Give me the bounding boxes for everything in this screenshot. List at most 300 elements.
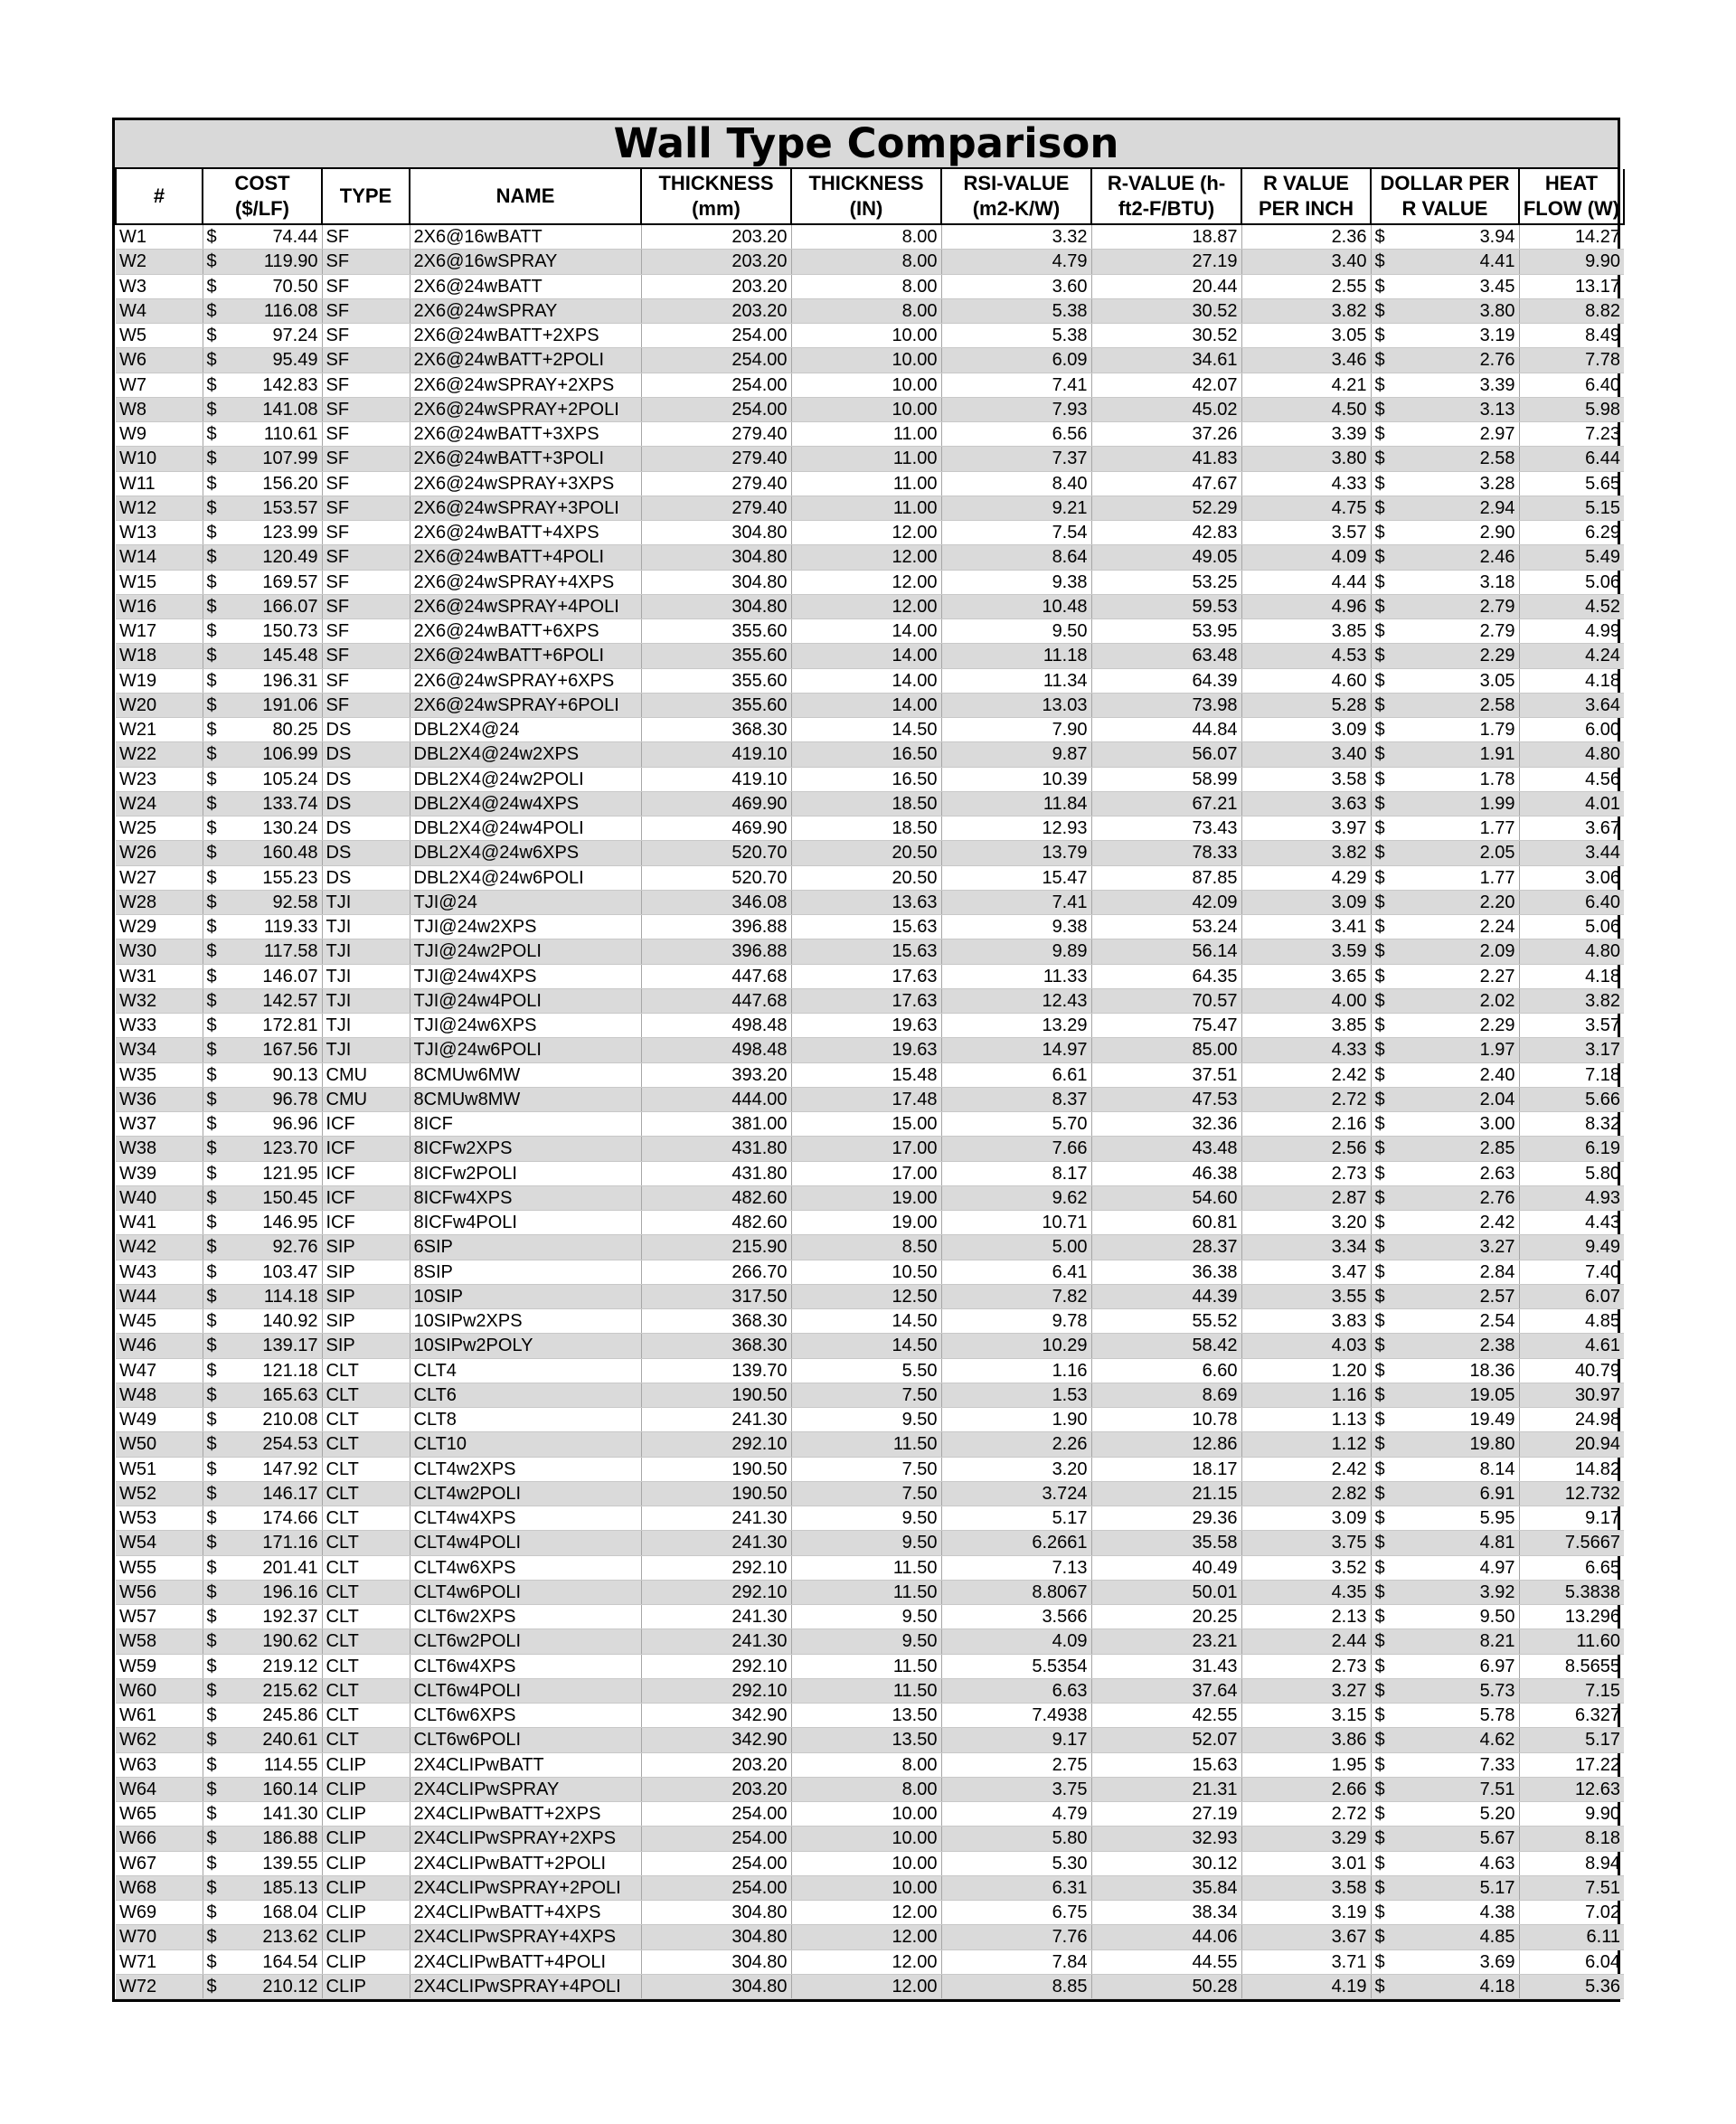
cell-name: 2X4CLIPwBATT+2XPS bbox=[410, 1802, 641, 1827]
cell-rsi-value: 9.50 bbox=[941, 619, 1091, 644]
cell-r-per-inch: 4.19 bbox=[1241, 1974, 1371, 1998]
currency-symbol: $ bbox=[206, 1114, 217, 1135]
cell-rsi-value: 8.85 bbox=[941, 1974, 1091, 1998]
cell-r-value: 56.14 bbox=[1091, 939, 1241, 964]
table-row bbox=[116, 1014, 1624, 1038]
cell-r-per-inch: 2.42 bbox=[1241, 1062, 1371, 1087]
cell-r-per-inch: 4.00 bbox=[1241, 988, 1371, 1013]
currency-symbol: $ bbox=[1374, 473, 1385, 494]
currency-symbol: $ bbox=[1374, 941, 1385, 962]
cell-thickness-in: 10.00 bbox=[791, 1851, 941, 1875]
cell-rsi-value: 5.17 bbox=[941, 1506, 1091, 1531]
cell-heat-flow: 4.18 bbox=[1519, 964, 1624, 988]
cell-id: W44 bbox=[116, 1284, 203, 1308]
cell-id: W63 bbox=[116, 1752, 203, 1777]
cell-value: 3.45 bbox=[1479, 276, 1515, 297]
table-row bbox=[116, 1580, 1624, 1604]
cell-r-per-inch: 3.55 bbox=[1241, 1284, 1371, 1308]
cell-value: 186.88 bbox=[262, 1828, 318, 1849]
cell-r-value: 6.60 bbox=[1091, 1358, 1241, 1383]
cell-rsi-value: 6.63 bbox=[941, 1678, 1091, 1703]
cell-name: CLT6w2XPS bbox=[410, 1605, 641, 1629]
cell-id: W72 bbox=[116, 1974, 203, 1998]
cell-thickness-in: 9.50 bbox=[791, 1531, 941, 1555]
cell-id: W45 bbox=[116, 1309, 203, 1334]
table-row bbox=[116, 1875, 1624, 1900]
cell-dollar-per-r bbox=[1371, 890, 1519, 914]
cell-r-value: 44.06 bbox=[1091, 1925, 1241, 1949]
cell-dollar-per-r bbox=[1371, 1925, 1519, 1949]
cell-dollar-per-r bbox=[1371, 545, 1519, 570]
cell-rsi-value: 7.82 bbox=[941, 1284, 1091, 1308]
cell-id: W20 bbox=[116, 693, 203, 717]
cell-type: SF bbox=[322, 545, 410, 570]
cell-value: 123.99 bbox=[262, 523, 318, 543]
cell-value: 2.54 bbox=[1479, 1311, 1515, 1332]
cell-value: 7.33 bbox=[1479, 1754, 1515, 1775]
table-row bbox=[116, 1506, 1624, 1531]
cell-value: 5.73 bbox=[1479, 1680, 1515, 1701]
cell-r-per-inch: 3.85 bbox=[1241, 1014, 1371, 1038]
currency-symbol: $ bbox=[206, 1581, 217, 1602]
cell-dollar-per-r bbox=[1371, 1014, 1519, 1038]
cell-dollar-per-r bbox=[1371, 274, 1519, 298]
cell-type: TJI bbox=[322, 890, 410, 914]
cell-thickness-in: 7.50 bbox=[791, 1481, 941, 1506]
currency-symbol: $ bbox=[206, 646, 217, 666]
cell-rsi-value: 11.18 bbox=[941, 644, 1091, 668]
cell-cost bbox=[203, 841, 322, 865]
cell-thickness-in: 14.00 bbox=[791, 644, 941, 668]
cell-value: 2.20 bbox=[1479, 892, 1515, 912]
cell-type: SF bbox=[322, 373, 410, 397]
cell-r-per-inch: 3.67 bbox=[1241, 1925, 1371, 1949]
cell-r-value: 47.67 bbox=[1091, 471, 1241, 496]
table-row bbox=[116, 1309, 1624, 1334]
cell-id: W8 bbox=[116, 397, 203, 421]
currency-symbol: $ bbox=[1374, 917, 1385, 938]
cell-type: ICF bbox=[322, 1112, 410, 1137]
cell-thickness-in: 8.00 bbox=[791, 224, 941, 250]
currency-symbol: $ bbox=[206, 1828, 217, 1849]
cell-type: SF bbox=[322, 298, 410, 323]
cell-dollar-per-r bbox=[1371, 841, 1519, 865]
cell-type: SF bbox=[322, 397, 410, 421]
cell-r-value: 18.87 bbox=[1091, 224, 1241, 250]
cell-thickness-in: 17.00 bbox=[791, 1161, 941, 1185]
cell-name: 2X6@24wSPRAY+6POLI bbox=[410, 693, 641, 717]
cell-type: CLIP bbox=[322, 1802, 410, 1827]
cell-heat-flow: 8.5655 bbox=[1519, 1654, 1624, 1678]
cell-cost bbox=[203, 890, 322, 914]
cell-value: 6.97 bbox=[1479, 1656, 1515, 1676]
cell-r-value: 10.78 bbox=[1091, 1408, 1241, 1432]
cell-type: DS bbox=[322, 742, 410, 767]
cell-thickness-in: 10.00 bbox=[791, 348, 941, 373]
currency-symbol: $ bbox=[1374, 1138, 1385, 1159]
cell-thickness-mm: 254.00 bbox=[641, 1875, 791, 1900]
cell-value: 1.78 bbox=[1479, 769, 1515, 789]
cell-heat-flow: 3.17 bbox=[1519, 1038, 1624, 1062]
cell-type: TJI bbox=[322, 915, 410, 939]
cell-rsi-value: 5.70 bbox=[941, 1112, 1091, 1137]
cell-id: W9 bbox=[116, 422, 203, 447]
cell-value: 2.42 bbox=[1479, 1213, 1515, 1233]
cell-type: CLIP bbox=[322, 1851, 410, 1875]
cell-heat-flow: 3.57 bbox=[1519, 1014, 1624, 1038]
cell-value: 160.48 bbox=[262, 843, 318, 864]
cell-dollar-per-r bbox=[1371, 1211, 1519, 1235]
currency-symbol: $ bbox=[1374, 1064, 1385, 1085]
cell-id: W27 bbox=[116, 865, 203, 890]
currency-symbol: $ bbox=[1374, 818, 1385, 839]
currency-symbol: $ bbox=[206, 448, 217, 469]
cell-type: SIP bbox=[322, 1334, 410, 1358]
cell-type: SF bbox=[322, 693, 410, 717]
cell-type: CLT bbox=[322, 1728, 410, 1752]
cell-value: 2.04 bbox=[1479, 1089, 1515, 1109]
cell-name: 8CMUw6MW bbox=[410, 1062, 641, 1087]
cell-thickness-in: 8.50 bbox=[791, 1235, 941, 1260]
cell-thickness-mm: 304.80 bbox=[641, 1925, 791, 1949]
cell-rsi-value: 2.26 bbox=[941, 1432, 1091, 1457]
cell-value: 2.38 bbox=[1479, 1336, 1515, 1356]
cell-thickness-in: 10.00 bbox=[791, 1875, 941, 1900]
cell-value: 3.39 bbox=[1479, 374, 1515, 395]
currency-symbol: $ bbox=[1374, 1951, 1385, 1972]
cell-thickness-in: 11.50 bbox=[791, 1654, 941, 1678]
cell-name: 6SIP bbox=[410, 1235, 641, 1260]
cell-cost bbox=[203, 1629, 322, 1654]
cell-type: TJI bbox=[322, 1038, 410, 1062]
cell-value: 1.77 bbox=[1479, 818, 1515, 839]
cell-thickness-in: 12.00 bbox=[791, 1901, 941, 1925]
cell-thickness-in: 19.00 bbox=[791, 1185, 941, 1210]
cell-id: W59 bbox=[116, 1654, 203, 1678]
cell-r-value: 27.19 bbox=[1091, 1802, 1241, 1827]
cell-dollar-per-r bbox=[1371, 1901, 1519, 1925]
cell-r-per-inch: 1.13 bbox=[1241, 1408, 1371, 1432]
cell-r-value: 70.57 bbox=[1091, 988, 1241, 1013]
cell-rsi-value: 4.79 bbox=[941, 250, 1091, 274]
cell-dollar-per-r bbox=[1371, 1112, 1519, 1137]
cell-dollar-per-r bbox=[1371, 915, 1519, 939]
cell-type: SF bbox=[322, 668, 410, 693]
cell-cost bbox=[203, 250, 322, 274]
cell-cost bbox=[203, 791, 322, 816]
cell-id: W57 bbox=[116, 1605, 203, 1629]
currency-symbol: $ bbox=[206, 843, 217, 864]
table-body bbox=[116, 224, 1624, 1999]
currency-symbol: $ bbox=[206, 1607, 217, 1628]
cell-r-per-inch: 3.09 bbox=[1241, 1506, 1371, 1531]
cell-heat-flow: 6.07 bbox=[1519, 1284, 1624, 1308]
cell-rsi-value: 6.56 bbox=[941, 422, 1091, 447]
cell-r-per-inch: 4.21 bbox=[1241, 373, 1371, 397]
cell-cost bbox=[203, 1112, 322, 1137]
cell-value: 95.49 bbox=[272, 350, 318, 371]
cell-value: 153.57 bbox=[262, 497, 318, 518]
cell-name: CLT4w6XPS bbox=[410, 1555, 641, 1580]
cell-r-per-inch: 3.85 bbox=[1241, 619, 1371, 644]
cell-thickness-in: 14.50 bbox=[791, 1334, 941, 1358]
cell-r-per-inch: 4.50 bbox=[1241, 397, 1371, 421]
cell-value: 213.62 bbox=[262, 1927, 318, 1948]
currency-symbol: $ bbox=[1374, 744, 1385, 765]
cell-cost bbox=[203, 397, 322, 421]
cell-dollar-per-r bbox=[1371, 865, 1519, 890]
cell-value: 19.49 bbox=[1469, 1410, 1515, 1430]
cell-thickness-mm: 292.10 bbox=[641, 1555, 791, 1580]
cell-heat-flow: 6.29 bbox=[1519, 521, 1624, 545]
currency-symbol: $ bbox=[1374, 1877, 1385, 1898]
table-row bbox=[116, 791, 1624, 816]
currency-symbol: $ bbox=[206, 1902, 217, 1923]
cell-type: CLIP bbox=[322, 1901, 410, 1925]
cell-thickness-mm: 419.10 bbox=[641, 742, 791, 767]
cell-id: W26 bbox=[116, 841, 203, 865]
cell-id: W69 bbox=[116, 1901, 203, 1925]
cell-value: 142.57 bbox=[262, 990, 318, 1011]
cell-rsi-value: 3.32 bbox=[941, 224, 1091, 250]
cell-r-per-inch: 4.35 bbox=[1241, 1580, 1371, 1604]
currency-symbol: $ bbox=[206, 1508, 217, 1529]
cell-rsi-value: 9.89 bbox=[941, 939, 1091, 964]
cell-thickness-mm: 203.20 bbox=[641, 250, 791, 274]
cell-r-value: 49.05 bbox=[1091, 545, 1241, 570]
cell-r-per-inch: 3.57 bbox=[1241, 521, 1371, 545]
cell-thickness-mm: 342.90 bbox=[641, 1728, 791, 1752]
table-row bbox=[116, 1334, 1624, 1358]
cell-r-per-inch: 4.33 bbox=[1241, 471, 1371, 496]
cell-rsi-value: 6.31 bbox=[941, 1875, 1091, 1900]
currency-symbol: $ bbox=[1374, 1607, 1385, 1628]
table-row bbox=[116, 397, 1624, 421]
cell-thickness-mm: 203.20 bbox=[641, 1752, 791, 1777]
cell-value: 155.23 bbox=[262, 867, 318, 888]
cell-value: 4.97 bbox=[1479, 1557, 1515, 1578]
cell-dollar-per-r bbox=[1371, 496, 1519, 520]
header-r-per-inch: R VALUE PER INCH bbox=[1241, 169, 1371, 224]
cell-id: W61 bbox=[116, 1704, 203, 1728]
cell-thickness-in: 15.00 bbox=[791, 1112, 941, 1137]
cell-r-per-inch: 2.72 bbox=[1241, 1087, 1371, 1111]
cell-thickness-mm: 241.30 bbox=[641, 1408, 791, 1432]
cell-type: CMU bbox=[322, 1062, 410, 1087]
cell-rsi-value: 12.93 bbox=[941, 817, 1091, 841]
table-row bbox=[116, 224, 1624, 250]
cell-id: W71 bbox=[116, 1949, 203, 1974]
cell-thickness-mm: 190.50 bbox=[641, 1383, 791, 1407]
currency-symbol: $ bbox=[206, 1187, 217, 1208]
cell-rsi-value: 9.21 bbox=[941, 496, 1091, 520]
cell-r-per-inch: 3.75 bbox=[1241, 1531, 1371, 1555]
cell-heat-flow: 3.06 bbox=[1519, 865, 1624, 890]
cell-value: 1.99 bbox=[1479, 793, 1515, 814]
cell-r-per-inch: 3.59 bbox=[1241, 939, 1371, 964]
cell-r-value: 32.36 bbox=[1091, 1112, 1241, 1137]
cell-heat-flow: 17.22 bbox=[1519, 1752, 1624, 1777]
cell-heat-flow: 6.19 bbox=[1519, 1137, 1624, 1161]
cell-rsi-value: 10.29 bbox=[941, 1334, 1091, 1358]
cell-thickness-mm: 241.30 bbox=[641, 1531, 791, 1555]
cell-cost bbox=[203, 915, 322, 939]
cell-thickness-mm: 292.10 bbox=[641, 1580, 791, 1604]
cell-value: 160.14 bbox=[262, 1779, 318, 1799]
cell-r-per-inch: 2.73 bbox=[1241, 1654, 1371, 1678]
cell-cost bbox=[203, 1728, 322, 1752]
cell-name: 2X6@24wBATT bbox=[410, 274, 641, 298]
cell-dollar-per-r bbox=[1371, 742, 1519, 767]
cell-thickness-mm: 355.60 bbox=[641, 619, 791, 644]
cell-id: W5 bbox=[116, 324, 203, 348]
cell-name: 2X6@24wSPRAY+6XPS bbox=[410, 668, 641, 693]
cell-thickness-mm: 292.10 bbox=[641, 1678, 791, 1703]
currency-symbol: $ bbox=[206, 473, 217, 494]
cell-type: TJI bbox=[322, 939, 410, 964]
cell-type: SF bbox=[322, 594, 410, 618]
cell-heat-flow: 5.06 bbox=[1519, 915, 1624, 939]
cell-value: 4.18 bbox=[1479, 1976, 1515, 1997]
header-r-value: R-VALUE (h- ft2-F/BTU) bbox=[1091, 169, 1241, 224]
currency-symbol: $ bbox=[206, 1631, 217, 1652]
cell-id: W56 bbox=[116, 1580, 203, 1604]
header-heat-flow: HEAT FLOW (W) bbox=[1519, 169, 1624, 224]
cell-id: W58 bbox=[116, 1629, 203, 1654]
cell-heat-flow: 3.82 bbox=[1519, 988, 1624, 1013]
cell-type: CLT bbox=[322, 1432, 410, 1457]
table-row bbox=[116, 644, 1624, 668]
cell-dollar-per-r bbox=[1371, 791, 1519, 816]
cell-value: 5.17 bbox=[1479, 1877, 1515, 1898]
currency-symbol: $ bbox=[206, 227, 217, 248]
cell-name: 2X6@24wBATT+3POLI bbox=[410, 447, 641, 471]
cell-type: SF bbox=[322, 422, 410, 447]
cell-thickness-mm: 368.30 bbox=[641, 1309, 791, 1334]
cell-type: TJI bbox=[322, 1014, 410, 1038]
cell-heat-flow: 8.18 bbox=[1519, 1827, 1624, 1851]
cell-cost bbox=[203, 644, 322, 668]
cell-heat-flow: 6.11 bbox=[1519, 1925, 1624, 1949]
cell-thickness-mm: 292.10 bbox=[641, 1654, 791, 1678]
currency-symbol: $ bbox=[206, 1951, 217, 1972]
cell-r-per-inch: 2.36 bbox=[1241, 224, 1371, 250]
currency-symbol: $ bbox=[1374, 892, 1385, 912]
cell-name: DBL2X4@24w4POLI bbox=[410, 817, 641, 841]
cell-r-per-inch: 3.09 bbox=[1241, 718, 1371, 742]
cell-value: 190.62 bbox=[262, 1631, 318, 1652]
cell-name: 2X6@24wSPRAY+3XPS bbox=[410, 471, 641, 496]
cell-heat-flow: 7.18 bbox=[1519, 1062, 1624, 1087]
currency-symbol: $ bbox=[206, 276, 217, 297]
cell-id: W51 bbox=[116, 1457, 203, 1481]
cell-thickness-in: 14.00 bbox=[791, 619, 941, 644]
cell-thickness-mm: 469.90 bbox=[641, 791, 791, 816]
cell-name: 8ICFw2POLI bbox=[410, 1161, 641, 1185]
cell-name: CLT4w4XPS bbox=[410, 1506, 641, 1531]
cell-dollar-per-r bbox=[1371, 1408, 1519, 1432]
cell-r-value: 8.69 bbox=[1091, 1383, 1241, 1407]
currency-symbol: $ bbox=[206, 966, 217, 986]
currency-symbol: $ bbox=[1374, 1114, 1385, 1135]
cell-value: 119.33 bbox=[263, 917, 318, 938]
currency-symbol: $ bbox=[1374, 1730, 1385, 1751]
cell-cost bbox=[203, 1555, 322, 1580]
wall-comparison-table bbox=[115, 169, 1625, 1999]
currency-symbol: $ bbox=[206, 1213, 217, 1233]
cell-type: CLT bbox=[322, 1408, 410, 1432]
cell-value: 105.24 bbox=[262, 769, 318, 789]
cell-type: TJI bbox=[322, 964, 410, 988]
wall-type-comparison-sheet bbox=[112, 118, 1620, 2002]
cell-name: CLT4w6POLI bbox=[410, 1580, 641, 1604]
cell-thickness-in: 10.00 bbox=[791, 1802, 941, 1827]
cell-dollar-per-r bbox=[1371, 1087, 1519, 1111]
table-row bbox=[116, 817, 1624, 841]
cell-type: CLT bbox=[322, 1678, 410, 1703]
cell-value: 4.62 bbox=[1479, 1730, 1515, 1751]
cell-thickness-in: 11.00 bbox=[791, 422, 941, 447]
cell-thickness-mm: 346.08 bbox=[641, 890, 791, 914]
cell-cost bbox=[203, 865, 322, 890]
cell-heat-flow: 7.23 bbox=[1519, 422, 1624, 447]
cell-id: W28 bbox=[116, 890, 203, 914]
currency-symbol: $ bbox=[206, 399, 217, 420]
table-row bbox=[116, 570, 1624, 594]
cell-thickness-in: 15.63 bbox=[791, 939, 941, 964]
table-row bbox=[116, 1901, 1624, 1925]
cell-cost bbox=[203, 1481, 322, 1506]
cell-r-per-inch: 3.46 bbox=[1241, 348, 1371, 373]
cell-value: 2.79 bbox=[1479, 596, 1515, 617]
table-row bbox=[116, 1531, 1624, 1555]
cell-dollar-per-r bbox=[1371, 447, 1519, 471]
cell-value: 240.61 bbox=[262, 1730, 318, 1751]
cell-rsi-value: 7.76 bbox=[941, 1925, 1091, 1949]
cell-type: SF bbox=[322, 447, 410, 471]
cell-id: W2 bbox=[116, 250, 203, 274]
cell-dollar-per-r bbox=[1371, 1161, 1519, 1185]
cell-r-value: 56.07 bbox=[1091, 742, 1241, 767]
cell-rsi-value: 9.17 bbox=[941, 1728, 1091, 1752]
currency-symbol: $ bbox=[1374, 1360, 1385, 1381]
cell-value: 96.96 bbox=[272, 1114, 318, 1135]
cell-r-value: 41.83 bbox=[1091, 447, 1241, 471]
cell-dollar-per-r bbox=[1371, 373, 1519, 397]
cell-thickness-mm: 355.60 bbox=[641, 668, 791, 693]
cell-rsi-value: 7.90 bbox=[941, 718, 1091, 742]
cell-id: W14 bbox=[116, 545, 203, 570]
cell-cost bbox=[203, 348, 322, 373]
cell-r-value: 60.81 bbox=[1091, 1211, 1241, 1235]
cell-type: CLT bbox=[322, 1605, 410, 1629]
cell-r-value: 58.42 bbox=[1091, 1334, 1241, 1358]
header-thickness-in: THICKNESS (IN) bbox=[791, 169, 941, 224]
table-row bbox=[116, 1925, 1624, 1949]
cell-value: 3.28 bbox=[1479, 473, 1515, 494]
cell-r-value: 38.34 bbox=[1091, 1901, 1241, 1925]
cell-rsi-value: 11.33 bbox=[941, 964, 1091, 988]
cell-dollar-per-r bbox=[1371, 1506, 1519, 1531]
cell-dollar-per-r bbox=[1371, 1827, 1519, 1851]
cell-type: ICF bbox=[322, 1161, 410, 1185]
cell-thickness-mm: 444.00 bbox=[641, 1087, 791, 1111]
cell-name: 2X6@16wBATT bbox=[410, 224, 641, 250]
currency-symbol: $ bbox=[206, 571, 217, 592]
cell-heat-flow: 4.80 bbox=[1519, 742, 1624, 767]
cell-type: DS bbox=[322, 791, 410, 816]
currency-symbol: $ bbox=[206, 1286, 217, 1307]
